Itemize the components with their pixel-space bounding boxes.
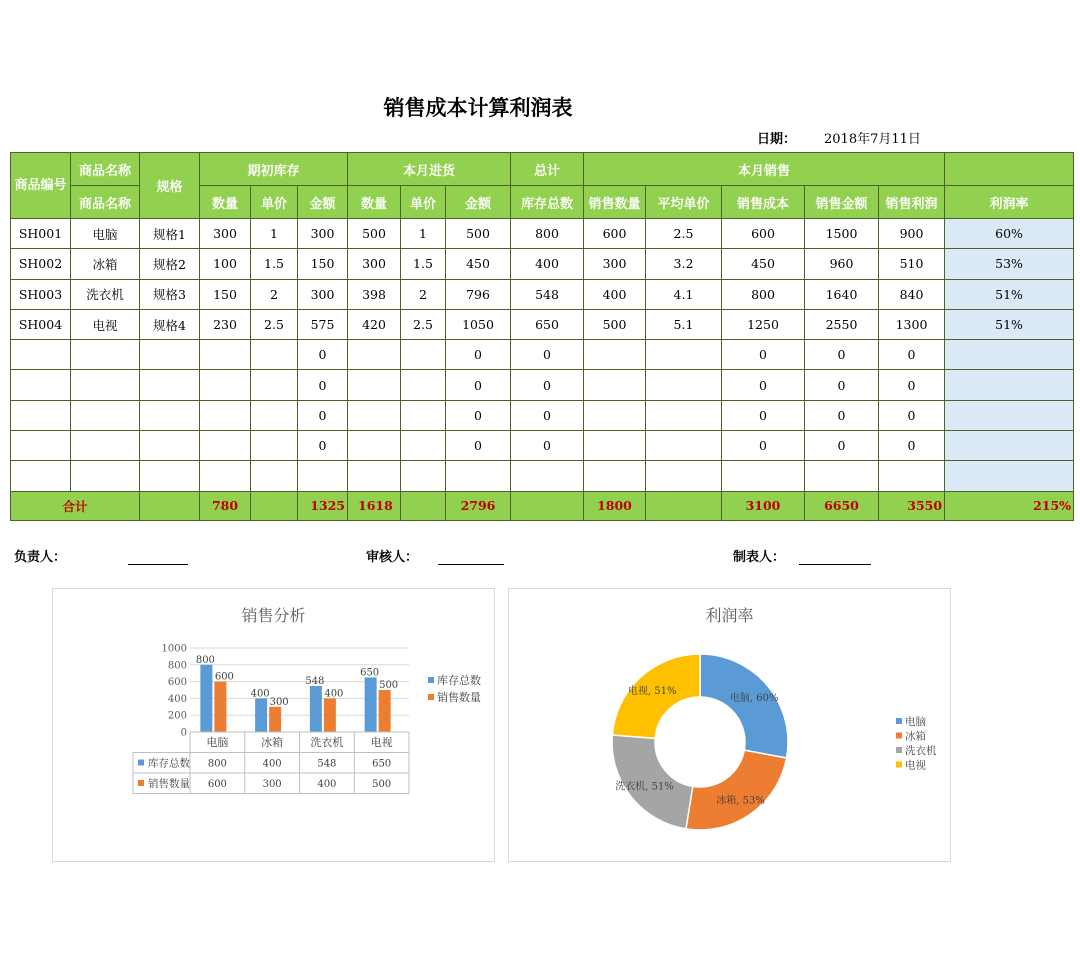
header-stock-total: 库存总数	[511, 186, 584, 219]
header-pur-qty: 数量	[348, 186, 401, 219]
legend-key	[896, 718, 902, 724]
cell-spec[interactable]	[140, 340, 200, 370]
cell-name[interactable]: 电脑	[71, 219, 140, 249]
cell-pur-amount[interactable]: 0	[446, 340, 511, 370]
legend-key	[428, 694, 434, 700]
header-open-qty: 数量	[200, 186, 251, 219]
header-purchase: 本月进货	[348, 153, 511, 186]
cell-sales-cost[interactable]: 0	[722, 431, 805, 461]
totals-profit-rate: 215%	[945, 491, 1074, 520]
header-row-1	[11, 153, 1074, 186]
cell-profit-rate[interactable]: 60%	[945, 219, 1074, 249]
legend-label: 库存总数	[437, 674, 481, 687]
cell-name[interactable]	[71, 400, 140, 430]
cell-pur-price[interactable]: 2	[401, 279, 446, 309]
slice-data-label: 冰箱, 53%	[716, 795, 765, 807]
cell-stock-total[interactable]: 650	[511, 309, 584, 339]
cell-spec[interactable]: 规格1	[140, 219, 200, 249]
cell-sales-qty[interactable]	[584, 400, 646, 430]
cell-avg-price[interactable]	[646, 370, 722, 400]
totals-cell	[511, 491, 584, 520]
table-row	[11, 219, 1074, 249]
table-series-name: 库存总数	[148, 757, 190, 770]
cell-open-amount[interactable]: 300	[298, 219, 348, 249]
cell-pur-price[interactable]: 1.5	[401, 249, 446, 279]
cell-pur-qty[interactable]: 398	[348, 279, 401, 309]
bar-data-label: 500	[379, 680, 399, 691]
date-label: 日期：	[757, 132, 797, 147]
cell-sales-cost[interactable]: 0	[722, 340, 805, 370]
cell-avg-price[interactable]	[646, 461, 722, 491]
cell-open-qty[interactable]: 300	[200, 219, 251, 249]
cell-open-amount[interactable]: 150	[298, 249, 348, 279]
cell-spec[interactable]: 规格4	[140, 309, 200, 339]
cell-sales-cost[interactable]: 1250	[722, 309, 805, 339]
header-opening: 期初库存	[200, 153, 348, 186]
bar-data-label: 650	[360, 667, 380, 679]
cell-profit-rate[interactable]: 51%	[945, 309, 1074, 339]
cell-pur-price[interactable]: 2.5	[401, 309, 446, 339]
cell-open-price[interactable]: 1.5	[251, 249, 298, 279]
cell-sales-qty[interactable]	[584, 461, 646, 491]
bar-stock	[200, 665, 212, 732]
totals-open-amount: 1325	[298, 491, 348, 520]
cell-open-price[interactable]	[251, 461, 298, 491]
cell-pur-amount[interactable]: 0	[446, 400, 511, 430]
cell-pur-price[interactable]	[401, 400, 446, 430]
bar-stock	[310, 686, 322, 732]
bar-chart	[53, 589, 494, 861]
cell-sales-profit[interactable]: 0	[879, 400, 945, 430]
cell-stock-total[interactable]: 0	[511, 340, 584, 370]
responsible-label: 负责人：	[14, 550, 67, 565]
slice-data-label: 电脑, 60%	[729, 692, 779, 704]
slice-data-label: 洗衣机, 51%	[615, 781, 674, 793]
cell-spec[interactable]: 规格3	[140, 279, 200, 309]
cell-avg-price[interactable]: 2.5	[646, 219, 722, 249]
cell-sales-profit[interactable]: 510	[879, 249, 945, 279]
donut-slice	[700, 654, 788, 758]
table-row	[11, 400, 1074, 430]
cell-open-price[interactable]	[251, 340, 298, 370]
header-profit-rate: 利润率	[945, 186, 1074, 219]
cell-avg-price[interactable]	[646, 340, 722, 370]
cell-open-qty[interactable]	[200, 400, 251, 430]
cell-sales-amount[interactable]: 0	[805, 431, 879, 461]
cell-open-qty[interactable]: 150	[200, 279, 251, 309]
cell-code[interactable]	[11, 461, 71, 491]
bar-data-label: 300	[269, 696, 289, 708]
cell-code[interactable]	[11, 431, 71, 461]
cell-spec[interactable]	[140, 431, 200, 461]
sign-preparer	[733, 546, 871, 565]
x-tick-label: 冰箱	[261, 736, 284, 749]
cell-open-qty[interactable]	[200, 370, 251, 400]
cell-pur-amount[interactable]: 796	[446, 279, 511, 309]
cell-pur-qty[interactable]: 300	[348, 249, 401, 279]
cell-sales-amount[interactable]: 1640	[805, 279, 879, 309]
legend-key	[428, 677, 434, 683]
cell-name[interactable]	[71, 461, 140, 491]
bar-sales	[214, 682, 226, 732]
legend-key	[896, 747, 902, 753]
cell-avg-price[interactable]	[646, 431, 722, 461]
totals-pur-amount: 2796	[446, 491, 511, 520]
cell-open-price[interactable]	[251, 370, 298, 400]
bar-stock	[255, 698, 267, 732]
cell-code[interactable]: SH001	[11, 219, 71, 249]
cell-open-amount[interactable]: 0	[298, 340, 348, 370]
cell-sales-amount[interactable]	[805, 461, 879, 491]
bar-stock	[365, 677, 377, 732]
bar-data-label: 800	[195, 654, 215, 666]
cell-sales-cost[interactable]: 0	[722, 400, 805, 430]
totals-sales-amount: 6650	[805, 491, 879, 520]
bar-chart-panel	[52, 588, 495, 862]
table-value: 650	[372, 758, 392, 770]
cell-name[interactable]: 冰箱	[71, 249, 140, 279]
table-value: 800	[207, 758, 227, 770]
cell-stock-total[interactable]: 0	[511, 370, 584, 400]
totals-open-qty: 780	[200, 491, 251, 520]
cell-open-qty[interactable]: 100	[200, 249, 251, 279]
totals-pur-qty: 1618	[348, 491, 401, 520]
cell-sales-cost[interactable]	[722, 461, 805, 491]
cell-name[interactable]	[71, 431, 140, 461]
cell-name[interactable]	[71, 370, 140, 400]
cell-pur-qty[interactable]: 420	[348, 309, 401, 339]
y-tick-label: 800	[167, 660, 187, 672]
cell-sales-cost[interactable]: 800	[722, 279, 805, 309]
header-name: 商品名称	[71, 186, 140, 219]
bar-data-label: 600	[214, 671, 234, 683]
table-value: 548	[317, 758, 337, 770]
table-row	[11, 370, 1074, 400]
cell-stock-total[interactable]: 548	[511, 279, 584, 309]
page-title: 销售成本计算利润表	[383, 96, 573, 120]
y-tick-label: 400	[167, 693, 187, 705]
header-name-top: 商品名称	[71, 153, 140, 186]
cell-profit-rate[interactable]: 51%	[945, 279, 1074, 309]
cell-spec[interactable]	[140, 461, 200, 491]
cell-stock-total[interactable]	[511, 461, 584, 491]
cell-sales-amount[interactable]: 2550	[805, 309, 879, 339]
totals-cell	[401, 491, 446, 520]
totals-cell	[251, 491, 298, 520]
cell-pur-price[interactable]	[401, 461, 446, 491]
totals-sales-qty: 1800	[584, 491, 646, 520]
header-sales-amount: 销售金额	[805, 186, 879, 219]
cell-open-qty[interactable]	[200, 461, 251, 491]
table-legend-key	[138, 760, 144, 766]
cell-stock-total[interactable]: 0	[511, 400, 584, 430]
cell-sales-profit[interactable]: 0	[879, 431, 945, 461]
cell-pur-qty[interactable]	[348, 370, 401, 400]
date-row	[757, 128, 921, 147]
slice-data-label: 电视, 51%	[627, 686, 677, 698]
preparer-line[interactable]	[799, 552, 871, 565]
cell-open-qty[interactable]	[200, 431, 251, 461]
bar-data-label: 548	[305, 675, 325, 687]
cell-stock-total[interactable]: 0	[511, 431, 584, 461]
cell-pur-qty[interactable]	[348, 431, 401, 461]
table-row	[11, 340, 1074, 370]
legend-label: 电视	[905, 759, 926, 772]
totals-sales-cost: 3100	[722, 491, 805, 520]
cell-pur-amount[interactable]	[446, 461, 511, 491]
cell-sales-cost[interactable]: 0	[722, 370, 805, 400]
donut-chart	[509, 589, 950, 861]
legend-label: 销售数量	[437, 691, 481, 704]
x-tick-label: 电脑	[206, 736, 229, 749]
cell-pur-price[interactable]: 1	[401, 219, 446, 249]
cell-pur-qty[interactable]	[348, 400, 401, 430]
cell-sales-profit[interactable]: 840	[879, 279, 945, 309]
table-legend-key	[138, 780, 144, 786]
cell-pur-qty[interactable]	[348, 461, 401, 491]
y-tick-label: 0	[180, 727, 187, 739]
cell-name[interactable]: 洗衣机	[71, 279, 140, 309]
profit-table	[10, 152, 1074, 521]
cell-pur-amount[interactable]: 0	[446, 431, 511, 461]
cell-open-amount[interactable]: 0	[298, 400, 348, 430]
table-row	[11, 461, 1074, 491]
cell-sales-profit[interactable]: 1300	[879, 309, 945, 339]
table-series-name: 销售数量	[148, 778, 190, 790]
cell-sales-qty[interactable]	[584, 340, 646, 370]
cell-profit-rate[interactable]: 53%	[945, 249, 1074, 279]
y-tick-label: 1000	[161, 643, 187, 655]
cell-pur-amount[interactable]: 450	[446, 249, 511, 279]
cell-profit-rate[interactable]	[945, 400, 1074, 430]
cell-open-price[interactable]	[251, 400, 298, 430]
cell-pur-price[interactable]	[401, 370, 446, 400]
cell-name[interactable]: 电视	[71, 309, 140, 339]
cell-open-price[interactable]: 1	[251, 219, 298, 249]
table-row	[11, 279, 1074, 309]
cell-open-amount[interactable]: 575	[298, 309, 348, 339]
cell-sales-amount[interactable]: 0	[805, 400, 879, 430]
totals-label: 合计	[11, 491, 140, 520]
cell-spec[interactable]: 规格2	[140, 249, 200, 279]
cell-sales-qty[interactable]: 300	[584, 249, 646, 279]
cell-pur-price[interactable]	[401, 431, 446, 461]
header-sales-qty: 销售数量	[584, 186, 646, 219]
bar-sales	[379, 690, 391, 732]
cell-avg-price[interactable]: 5.1	[646, 309, 722, 339]
cell-open-amount[interactable]: 0	[298, 370, 348, 400]
bar-data-label: 400	[250, 688, 270, 700]
responsible-line[interactable]	[128, 552, 188, 565]
cell-sales-cost[interactable]: 450	[722, 249, 805, 279]
cell-code[interactable]: SH004	[11, 309, 71, 339]
cell-pur-price[interactable]	[401, 340, 446, 370]
cell-code[interactable]: SH002	[11, 249, 71, 279]
cell-spec[interactable]	[140, 370, 200, 400]
date-value: 2018年7月11日	[824, 132, 921, 147]
cell-sales-amount[interactable]: 0	[805, 370, 879, 400]
table-value: 600	[207, 779, 227, 790]
cell-sales-profit[interactable]: 0	[879, 370, 945, 400]
bar-chart-title: 销售分析	[241, 606, 306, 625]
cell-spec[interactable]	[140, 400, 200, 430]
cell-sales-amount[interactable]: 1500	[805, 219, 879, 249]
cell-open-amount[interactable]: 0	[298, 431, 348, 461]
table-value: 300	[262, 779, 282, 790]
cell-pur-amount[interactable]: 500	[446, 219, 511, 249]
totals-sales-profit: 3550	[879, 491, 945, 520]
cell-sales-qty[interactable]	[584, 370, 646, 400]
table-row	[11, 309, 1074, 339]
cell-open-amount[interactable]	[298, 461, 348, 491]
header-pur-amount: 金额	[446, 186, 511, 219]
header-code: 商品编号	[11, 153, 71, 219]
header-open-amount: 金额	[298, 186, 348, 219]
totals-row	[11, 491, 1074, 520]
cell-open-qty[interactable]: 230	[200, 309, 251, 339]
legend-label: 冰箱	[905, 730, 926, 743]
cell-open-price[interactable]: 2.5	[251, 309, 298, 339]
cell-open-amount[interactable]: 300	[298, 279, 348, 309]
bar-sales	[324, 698, 336, 732]
cell-code[interactable]	[11, 340, 71, 370]
header-avg-price: 平均单价	[646, 186, 722, 219]
cell-sales-cost[interactable]: 600	[722, 219, 805, 249]
header-spec: 规格	[140, 153, 200, 219]
donut-chart-panel	[508, 588, 951, 862]
cell-sales-profit[interactable]: 900	[879, 219, 945, 249]
bar-data-label: 400	[324, 688, 344, 700]
cell-code[interactable]	[11, 370, 71, 400]
reviewer-label: 审核人：	[366, 550, 419, 565]
header-sales-profit: 销售利润	[879, 186, 945, 219]
cell-open-price[interactable]: 2	[251, 279, 298, 309]
sign-responsible	[14, 546, 188, 565]
y-tick-label: 600	[167, 677, 187, 689]
legend-label: 电脑	[905, 716, 926, 728]
header-pur-price: 单价	[401, 186, 446, 219]
legend-key	[896, 733, 902, 739]
cell-sales-amount[interactable]: 960	[805, 249, 879, 279]
table-row	[11, 249, 1074, 279]
table-value: 500	[372, 779, 392, 790]
cell-sales-qty[interactable]	[584, 431, 646, 461]
cell-avg-price[interactable]: 4.1	[646, 279, 722, 309]
cell-name[interactable]	[71, 340, 140, 370]
y-tick-label: 200	[167, 710, 187, 722]
cell-profit-rate[interactable]	[945, 431, 1074, 461]
table-value: 400	[317, 779, 337, 790]
cell-avg-price[interactable]: 3.2	[646, 249, 722, 279]
donut-slice	[686, 750, 787, 830]
preparer-label: 制表人：	[733, 550, 786, 565]
header-sales: 本月销售	[584, 153, 945, 186]
cell-stock-total[interactable]: 400	[511, 249, 584, 279]
table-value: 400	[262, 758, 282, 770]
x-tick-label: 电视	[370, 736, 393, 749]
cell-code[interactable]: SH003	[11, 279, 71, 309]
totals-cell	[646, 491, 722, 520]
cell-sales-qty[interactable]: 400	[584, 279, 646, 309]
bar-sales	[269, 707, 281, 732]
cell-pur-amount[interactable]: 0	[446, 370, 511, 400]
table-row	[11, 431, 1074, 461]
cell-pur-amount[interactable]: 1050	[446, 309, 511, 339]
header-open-price: 单价	[251, 186, 298, 219]
cell-stock-total[interactable]: 800	[511, 219, 584, 249]
header-blank	[945, 153, 1074, 186]
cell-sales-amount[interactable]: 0	[805, 340, 879, 370]
x-tick-label: 洗衣机	[310, 736, 344, 749]
sign-reviewer	[366, 546, 504, 565]
legend-label: 洗衣机	[905, 745, 937, 757]
cell-profit-rate[interactable]	[945, 340, 1074, 370]
cell-pur-qty[interactable]	[348, 340, 401, 370]
totals-cell	[140, 491, 200, 520]
legend-key	[896, 762, 902, 768]
cell-avg-price[interactable]	[646, 400, 722, 430]
header-total: 总计	[511, 153, 584, 186]
cell-open-price[interactable]	[251, 431, 298, 461]
cell-open-qty[interactable]	[200, 340, 251, 370]
cell-sales-profit[interactable]	[879, 461, 945, 491]
cell-sales-qty[interactable]: 600	[584, 219, 646, 249]
cell-code[interactable]	[11, 400, 71, 430]
cell-sales-profit[interactable]: 0	[879, 340, 945, 370]
reviewer-line[interactable]	[438, 552, 504, 565]
table-body	[11, 219, 1074, 492]
header-sales-cost: 销售成本	[722, 186, 805, 219]
cell-pur-qty[interactable]: 500	[348, 219, 401, 249]
cell-profit-rate[interactable]	[945, 461, 1074, 491]
cell-sales-qty[interactable]: 500	[584, 309, 646, 339]
cell-profit-rate[interactable]	[945, 370, 1074, 400]
donut-chart-title: 利润率	[705, 606, 754, 625]
